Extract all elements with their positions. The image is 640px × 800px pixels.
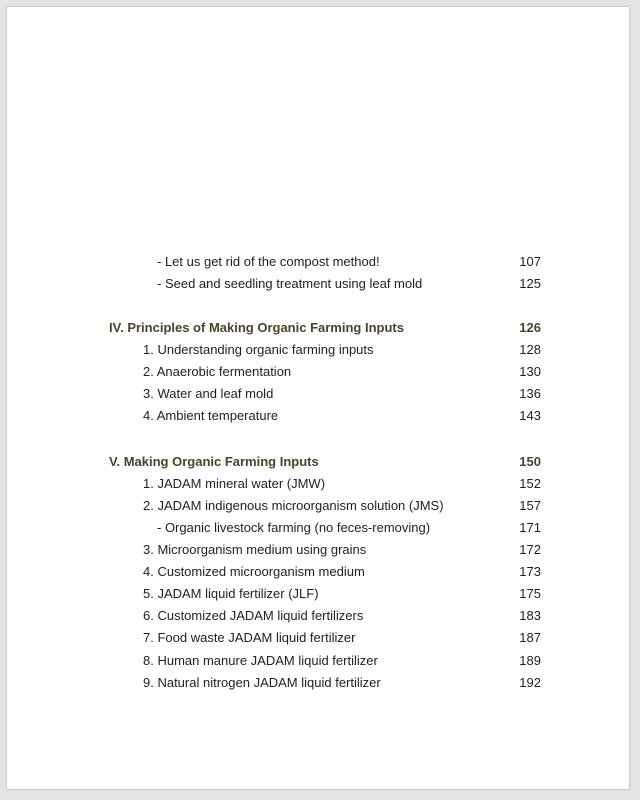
toc-entry-page: 125 (519, 276, 541, 291)
toc-section-title: IV. Principles of Making Organic Farming Inputs (109, 320, 404, 335)
toc-entry-page: 173 (519, 564, 541, 579)
toc-entry-page: 172 (519, 542, 541, 557)
toc-section-heading (7, 453, 629, 471)
toc-entry-page: 171 (519, 520, 541, 535)
toc-entry-page: 189 (519, 653, 541, 668)
toc-entry-page: 157 (519, 498, 541, 513)
toc-entry-title: 1. Understanding organic farming inputs (143, 342, 374, 357)
toc-entry-page: 136 (519, 386, 541, 401)
toc-entry-title: 4. Customized microorganism medium (143, 564, 365, 579)
toc-entry-page: 143 (519, 408, 541, 423)
toc-section-page: 126 (519, 320, 541, 335)
toc-entry-title: 9. Natural nitrogen JADAM liquid fertilizer (143, 675, 381, 690)
toc-entry-title: 2. Anaerobic fermentation (143, 364, 292, 379)
toc-entry-title: 3. Water and leaf mold (143, 386, 274, 401)
toc-entry (7, 497, 629, 515)
toc-section-page: 150 (519, 454, 541, 469)
toc-entry (7, 341, 629, 359)
document-page (6, 6, 630, 790)
toc-entry-title: 2. JADAM indigenous microorganism solution (JMS) (143, 498, 444, 513)
toc-section-title: V. Making Organic Farming Inputs (109, 454, 319, 469)
toc-entry-title: 1. JADAM mineral water (JMW) (143, 476, 326, 491)
toc-entry (7, 541, 629, 559)
toc-entry-title: 6. Customized JADAM liquid fertilizers (143, 608, 364, 623)
toc-entry-page: 175 (519, 586, 541, 601)
toc-entry (7, 363, 629, 381)
toc-section-heading (7, 319, 629, 337)
toc-entry (7, 519, 629, 537)
toc-entry (7, 674, 629, 692)
toc-entry-title: 4. Ambient temperature (143, 408, 279, 423)
toc-entry (7, 585, 629, 603)
toc-entry-page: 107 (519, 254, 541, 269)
toc-entry-title: 7. Food waste JADAM liquid fertilizer (143, 630, 356, 645)
toc-entry (7, 652, 629, 670)
toc-entry (7, 629, 629, 647)
toc-entry (7, 563, 629, 581)
toc-entry-page: 130 (519, 364, 541, 379)
toc-entry (7, 253, 629, 271)
toc-entry-page: 183 (519, 608, 541, 623)
toc-entry-page: 128 (519, 342, 541, 357)
toc-entry-page: 152 (519, 476, 541, 491)
toc-entry (7, 407, 629, 425)
toc-entry-page: 192 (519, 675, 541, 690)
toc-entry (7, 475, 629, 493)
toc-entry (7, 385, 629, 403)
toc-entry (7, 275, 629, 293)
toc-entry-page: 187 (519, 630, 541, 645)
toc-entry-title: - Let us get rid of the compost method! (157, 254, 380, 269)
toc-entry-title: - Seed and seedling treatment using leaf mold (157, 276, 423, 291)
toc-entry-title: 3. Microorganism medium using grains (143, 542, 367, 557)
toc-entry (7, 607, 629, 625)
toc-entry-title: 5. JADAM liquid fertilizer (JLF) (143, 586, 319, 601)
toc-entry-title: 8. Human manure JADAM liquid fertilizer (143, 653, 378, 668)
toc-entry-title: - Organic livestock farming (no feces-removing) (157, 520, 431, 535)
